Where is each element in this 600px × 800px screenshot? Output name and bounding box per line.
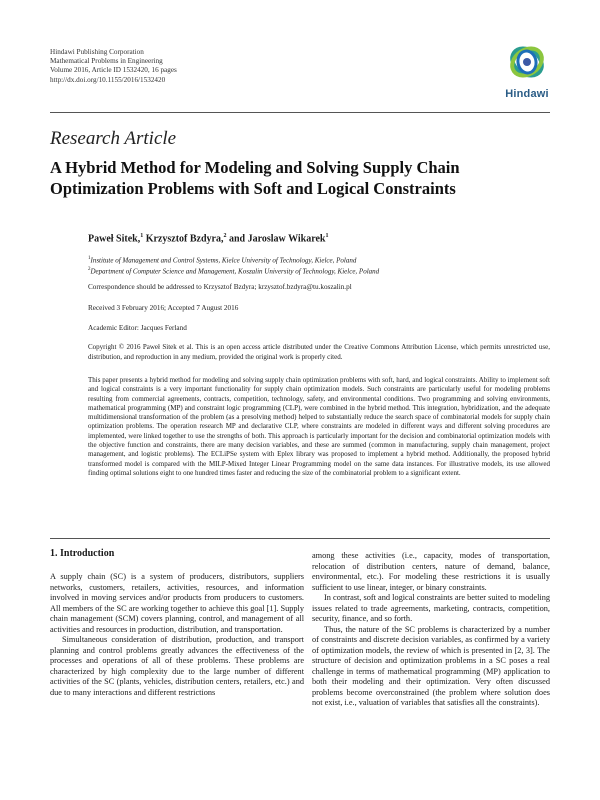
- journal-header: [50, 48, 177, 85]
- author-name: Paweł Sitek,: [88, 233, 141, 245]
- hindawi-logo: [496, 44, 558, 106]
- affiliation-mark: 2: [88, 267, 91, 272]
- copyright-notice: Copyright © 2016 Paweł Sitek et al. This is an open access article distributed under the Creative Commons Attribution License, which permits unrestricted use, distribution, and reproduction in any medium, provided the original work is properly cited.: [88, 343, 550, 361]
- author-list: [88, 233, 329, 244]
- correspondence: Correspondence should be addressed to Krzysztof Bzdyra; krzysztof.bzdyra@tu.koszalin.pl: [88, 283, 352, 291]
- received-dates: Received 3 February 2016; Accepted 7 August 2016: [88, 304, 239, 312]
- author-affiliation-mark: 1: [325, 233, 329, 239]
- header-divider: [50, 112, 550, 113]
- affiliation-text: Department of Computer Science and Management, Koszalin University of Technology, Kielce, Poland: [90, 267, 380, 276]
- affiliation-mark: 1: [88, 256, 91, 261]
- abstract-divider: [50, 538, 550, 539]
- body-paragraph: among these activities (i.e., capacity, modes of transportation, relocation of distribution centers, nature of demand, balance, environmental, etc.). For modeling these restrictions it is usually sufficient to use linear, integer, or binary constraints.: [312, 551, 550, 592]
- header-line: Hindawi Publishing Corporation: [50, 48, 144, 56]
- page-title: A Hybrid Method for Modeling and Solving Supply Chain Optimization Problems with Soft and Logical Constraints: [50, 158, 460, 198]
- author-name: and Jaroslaw Wikarek: [226, 233, 326, 245]
- body-paragraph: Simultaneous consideration of distribution, production, and transport planning and control problems greatly advances the effectiveness of the processes and operations of all of these problems. These problems are characterized by high complexity due to the large number of different activities of the SC (plants, vehicles, distribution centers, retailers, etc.) and due to many interactions and different restrictions: [50, 635, 304, 697]
- body-column-left: [50, 572, 304, 698]
- body-paragraph: A supply chain (SC) is a system of producers, distributors, suppliers networks, customers, retailers, activities, resources, and information involved in moving services and/or products from producers to customers. All members of the SC are working together to achieve this goal [1]. Supply chain management (SCM) covers planning, control, and management of all activities and resources in production, distribution, and transportation.: [50, 572, 304, 634]
- author-name: Krzysztof Bzdyra,: [143, 233, 224, 245]
- author-affiliation-mark: 2: [223, 233, 227, 239]
- article-type: Research Article: [50, 128, 177, 149]
- affiliation: [88, 265, 379, 276]
- hindawi-logo-icon: [496, 44, 558, 86]
- academic-editor: Academic Editor: Jacques Ferland: [88, 324, 187, 332]
- header-line: Mathematical Problems in Engineering: [50, 57, 163, 66]
- body-column-right: [312, 551, 550, 709]
- body-paragraph: In contrast, soft and logical constraints are better suited to modeling issues related to trade agreements, marketing, contracts, competition, security, finance, and so forth.: [312, 593, 550, 623]
- body-paragraph: Thus, the nature of the SC problems is characterized by a number of constraints and discrete decision variables, as confirmed by a variety of optimization models, the review of which is presented in [2, 3]. The structure of decision and optimization problems in a SC poses a real challenge in terms of mathematical programming (MP) application to both their modeling and their optimization. Very often discussed problems become overconstrained (the problem where solution does not exist, i.e., valuation of variables that satisfies all the constraints).: [312, 624, 550, 707]
- doi-link[interactable]: http://dx.doi.org/10.1155/2016/1532420: [50, 75, 166, 84]
- affiliation-text: Institute of Management and Control Systems, Kielce University of Technology, Kielce, Poland: [90, 256, 357, 265]
- header-line: Volume 2016, Article ID 1532420, 16 pages: [50, 66, 177, 75]
- logo-text: Hindawi: [505, 88, 549, 100]
- section-heading: 1. Introduction: [50, 548, 115, 559]
- affiliation: [88, 254, 356, 265]
- author-affiliation-mark: 1: [140, 233, 144, 239]
- abstract: This paper presents a hybrid method for modeling and solving supply chain optimization problems with soft, hard, and logical constraints. Ability to implement soft and logical constraints is a very important functionality for supply chain optimization models. Such constraints are particularly useful for modeling problems resulting from commercial agreements, contracts, competition, technology, safety, and environmental conditions. Two programming and solving environments, mathematical programming (MP) and constraint logic programming (CLP), were combined in the hybrid method. This integration, hybridization, and the adequate multidimensional transformation of the problem (as a presolving method) helped to substantially reduce the search space of combinatorial models for supply chain optimization problems. The operation research MP and declarative CLP, where constraints are modeled in different ways and different solving procedures are implemented, were linked together to use the strengths of both. This approach is particularly important for the decision and combinatorial optimization models with the objective function and constraints, there are many decision variables, and these are summed (common in manufacturing, supply chain management, project management, and logistic problems). The ECLiPSe system with Eplex library was proposed to implement a hybrid method. Additionally, the proposed hybrid transformed model is compared with the MILP-Mixed Integer Linear Programming model on the same data instances. For illustrative models, its use allowed finding optimal solutions eight to one hundred times faster and reducing the size of the combinatorial problem to a significant extent.: [88, 376, 550, 477]
